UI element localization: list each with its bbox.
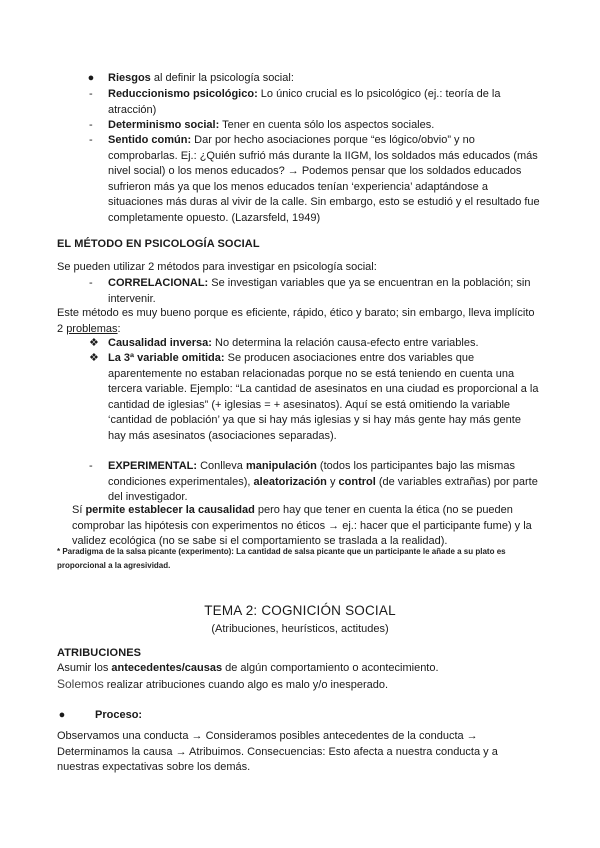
footnote-salsa-picante: * Paradigma de la salsa picante (experimento): La cantidad de salsa picante que un participante le añade a su plato es proporcional a la agresividad. [57,547,506,570]
metodo-causalidad-nota: Sí permite establecer la causalidad pero hay que tener en cuenta la ética (no se pueden comprobar las hipótesis con experimentos no éticos → ej.: hacer que el participante fume) y la validez ecológica (no se sabe si el comportamiento se traslada a la realidad). [72,504,532,547]
riesgo-sentido-comun: Sentido común: Dar por hecho asociaciones porque “es lógico/obvio” y no comprobarlas. Ej.: ¿Quién sufrió más durante la IIGM, los soldados más educados (más nivel social) o los menos educados? → Podemos pensar que los soldados educados sufrieron más ya que los menos educados tenían ‘experiencia’ adaptándose a situaciones más duras al vivir de la calle. Sin embargo, esto se estudió y el resultado fue completamente opuesto. (Lazarsfeld, 1949) [108,134,540,224]
problema-variable-omitida: La 3ª variable omitida: Se producen asociaciones entre dos variables que aparentemente no estaban relacionadas porque no se está teniendo en cuenta una tercera variable. Ejemplo: “La cantidad de asesinatos en una ciudad es proporcional a la cantidad de iglesias” (+ iglesias = + asesinatos). Aquí se está omitiendo la variable ‘cantidad de población’ ya que si hay más iglesias y si hay más gente hay más gente hay más asesinatos (asociaciones separadas). [108,352,539,442]
metodo-intro: Se pueden utilizar 2 métodos para investigar en psicología social: [57,261,377,273]
dash-icon: - [89,88,93,100]
bullet-icon: ● [58,709,66,721]
section-heading-atribuciones: ATRIBUCIONES [57,647,142,659]
tema-subtitle: (Atribuciones, heurísticos, actitudes) [211,623,389,635]
atribuciones-definicion: Asumir los antecedentes/causas de algún comportamiento o acontecimiento. [57,662,439,674]
metodo-evaluacion: Este método es muy bueno porque es eficiente, rápido, ético y barato; sin embargo, lleva implícito 2 problemas: [57,307,535,335]
metodo-correlacional: CORRELACIONAL: Se investigan variables que ya se encuentran en la población; sin intervenir. [108,277,531,305]
tema-title: TEMA 2: COGNICIÓN SOCIAL [204,603,396,618]
atribuciones-cuando: Solemos realizar atribuciones cuando algo es malo y/o inesperado. [57,677,389,691]
dash-icon: - [89,119,93,131]
dash-icon: - [89,460,93,472]
proceso-label: Proceso: [95,709,143,721]
riesgos-intro: Riesgos al definir la psicología social: [108,72,294,84]
riesgo-reduccionismo: Reduccionismo psicológico: Lo único crucial es lo psicológico (ej.: teoría de la atracción) [108,88,501,116]
bullet-icon: ● [87,72,95,84]
section-heading-metodo: EL MÉTODO EN PSICOLOGÍA SOCIAL [57,238,260,250]
diamond-bullet-icon: ❖ [89,352,99,364]
metodo-experimental: EXPERIMENTAL: Conlleva manipulación (todos los participantes bajo las mismas condiciones experimentales), aleatorización y control (de variables extrañas) por parte del investigador. [108,460,538,503]
diamond-bullet-icon: ❖ [89,337,99,349]
dash-icon: - [89,277,93,289]
problema-causalidad-inversa: Causalidad inversa: No determina la relación causa-efecto entre variables. [108,337,479,349]
proceso-descripcion: Observamos una conducta → Consideramos posibles antecedentes de la conducta → Determinamos la causa → Atribuimos. Consecuencias: Esto afecta a nuestra conducta y a nuestras expectativas sobre los demás. [57,730,498,773]
riesgo-determinismo: Determinismo social: Tener en cuenta sólo los aspectos sociales. [108,119,435,131]
dash-icon: - [89,134,93,146]
